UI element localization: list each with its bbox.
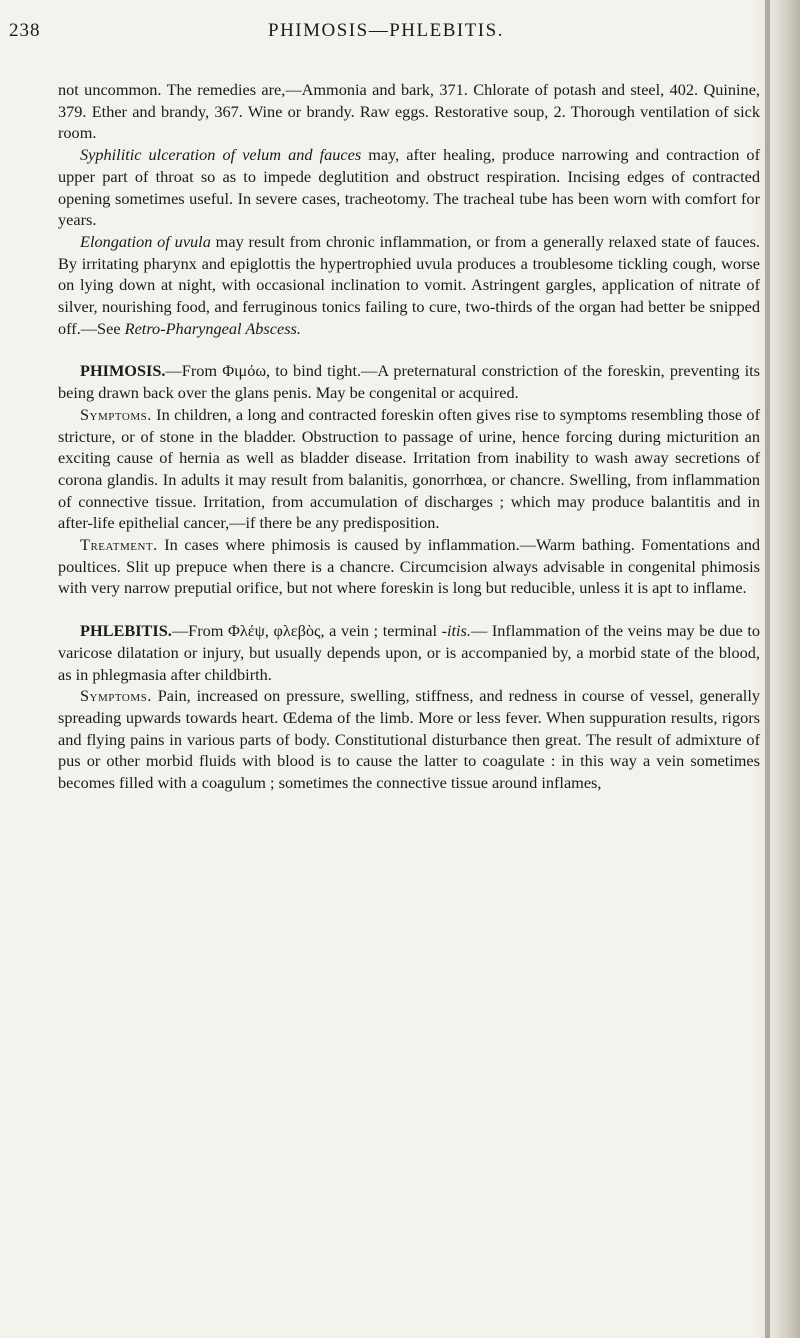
uvula-text: may result from chronic inflammation, or from a generally relaxed state of fauces. By irritating pharynx and epiglottis the hypertrophied uvula produces a troublesome tickling cough, worse on lying down at night, with occasional inclination to vomit. Astringent gargles, application of nitrate of silver, nourishing food, and ferruginous tonics failing to cure, two-thirds of the organ had better be snipped off.—See <box>58 231 760 338</box>
uvula-term: Elongation of uvula <box>80 231 211 251</box>
syphilitic-term: Syphilitic ulceration of velum and fauces <box>80 145 362 165</box>
paragraph-elongation-uvula <box>58 231 760 340</box>
section-gap <box>58 599 760 620</box>
phlebitis-etymology: —From Φλέψ, φλεβὸς, a vein ; terminal <box>171 621 442 641</box>
phlebitis-definition: — Inflammation of the veins may be due to varicose dilatation or injury, but usually depends upon, or is accompanied by, a morbid state of the blood, as in phlegmasia after childbirth. <box>58 621 760 684</box>
binding-shadow <box>765 0 770 1338</box>
symptoms-heading: Symptoms. <box>80 404 152 424</box>
cross-reference: Retro-Pharyngeal Abscess. <box>124 318 301 338</box>
symptoms-heading: Symptoms. <box>80 686 152 706</box>
syphilitic-text: may, after healing, produce narrowing and contraction of upper part of throat so as to impede deglutition and obstruct respiration. Incising edges of contracted opening sometimes useful. In severe cases, tracheotomy. The tracheal tube has been worn with comfort for years. <box>58 145 760 230</box>
paragraph-phimosis-treatment <box>58 534 760 599</box>
paragraph-phimosis-symptoms <box>58 404 760 534</box>
phlebitis-symptoms-text: Pain, increased on pressure, swelling, stiffness, and redness in course of vessel, generally spreading upwards towards heart. Œdema of the limb. More or less fever. When suppuration results, rigors and flying pains in various parts of body. Constitutional disturbance then great. The result of admixture of pus or other morbid fluids with blood is to cause the latter to coagulate : in this way a vein sometimes becomes filled with a coagulum ; sometimes the connective tissue around inflames, <box>58 686 760 793</box>
running-head: PHIMOSIS—PHLEBITIS. <box>268 20 504 41</box>
phimosis-symptoms-text: In children, a long and contracted foreskin often gives rise to symptoms resembling those of stricture, or of stone in the bladder. Obstruction to passage of urine, hence forcing during micturition an exciting cause of hernia as well as bladder disease. Irritation from inability to wash away secretions of corona glandis. In adults it may result from balanitis, gonorrhœa, or chancre. Swelling, from inflammation of connective tissue. Irritation, from accumulation of discharges ; which may produce balantitis and in after-life epithelial cancer,—if there be any predisposition. <box>58 404 760 533</box>
paragraph-phlebitis <box>58 620 760 685</box>
body-text <box>58 79 760 794</box>
paragraph-syphilitic-ulceration <box>58 144 760 231</box>
phlebitis-heading: PHLEBITIS. <box>80 621 172 641</box>
page-number: 238 <box>9 20 41 41</box>
section-gap <box>58 339 760 360</box>
paragraph-phimosis <box>58 360 760 403</box>
page-binding-edge <box>754 0 800 1338</box>
phlebitis-suffix: -itis. <box>441 621 471 641</box>
phimosis-heading: PHIMOSIS. <box>80 361 166 381</box>
remedies-text: not uncommon. The remedies are,—Ammonia and bark, 371. Chlorate of potash and steel, 402. Quinine, 379. Ether and brandy, 367. Wine or brandy. Raw eggs. Restorative soup, 2. Thorough ventilation of sick room. <box>58 80 760 143</box>
paragraph-remedies <box>58 79 760 144</box>
phimosis-treatment-text: In cases where phimosis is caused by inflammation.—Warm bathing. Fomentations and poultices. Slit up prepuce when there is a chancre. Circumcision always advisable in congenital phimosis with very narrow preputial orifice, but not where foreskin is long but reducible, unless it is apt to inflame. <box>58 535 760 598</box>
phimosis-definition: —From Φιμόω, to bind tight.—A preternatural constriction of the foreskin, preventing its being drawn back over the glans penis. May be congenital or acquired. <box>58 361 760 403</box>
paragraph-phlebitis-symptoms <box>58 685 760 794</box>
page-header <box>0 10 790 46</box>
treatment-heading: Treatment. <box>80 535 158 555</box>
